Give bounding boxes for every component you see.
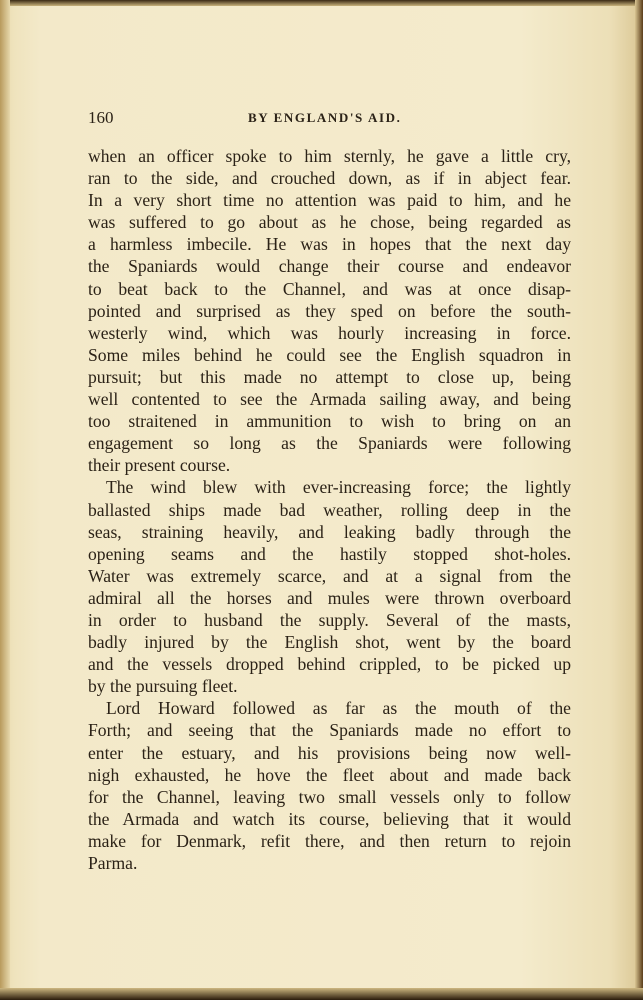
text-line: their present course. bbox=[88, 455, 231, 476]
text-line: nigh exhausted, he hove the fleet about and made back bbox=[88, 764, 571, 785]
text-line: Water was extremely scarce, and at a signal from the bbox=[88, 565, 571, 586]
text-line: make for Denmark, refit there, and then return to rejoin bbox=[88, 830, 571, 851]
text-line: was suffered to go about as he chose, being regarded as bbox=[88, 212, 571, 233]
running-head: BY ENGLAND'S AID. bbox=[248, 110, 402, 125]
text-line: The wind blew with ever-increasing force; the lightly bbox=[106, 477, 571, 498]
text-line: Lord Howard followed as far as the mouth of the bbox=[106, 698, 571, 719]
text-line: pointed and surprised as they sped on before the south- bbox=[88, 300, 571, 321]
text-line: the Armada and watch its course, believing that it would bbox=[88, 808, 571, 829]
text-line: opening seams and the hastily stopped shot-holes. bbox=[88, 543, 571, 564]
page-bottom-edge bbox=[0, 988, 643, 1000]
page-top-edge bbox=[0, 0, 643, 6]
text-line: too straitened in ammunition to wish to bring on an bbox=[88, 411, 571, 432]
text-line: Forth; and seeing that the Spaniards made no effort to bbox=[88, 720, 571, 741]
text-line: ran to the side, and crouched down, as if in abject fear. bbox=[88, 168, 571, 189]
text-line: enter the estuary, and his provisions being now well- bbox=[88, 742, 571, 763]
text-line: Parma. bbox=[88, 853, 138, 873]
text-line: Some miles behind he could see the English squadron in bbox=[88, 344, 571, 365]
text-line: for the Channel, leaving two small vessels only to follow bbox=[88, 786, 571, 807]
text-line: by the pursuing fleet. bbox=[88, 676, 238, 697]
text-line: badly injured by the English shot, went by the board bbox=[88, 632, 571, 653]
text-line: and the vessels dropped behind crippled, to be picked up bbox=[88, 654, 571, 675]
text-line: in order to husband the supply. Several of the masts, bbox=[88, 609, 571, 630]
text-line: to beat back to the Channel, and was at once disap- bbox=[88, 278, 571, 299]
text-line: seas, straining heavily, and leaking badly through the bbox=[88, 521, 571, 542]
body-text bbox=[88, 145, 571, 874]
text-line: ballasted ships made bad weather, rolling deep in the bbox=[88, 499, 571, 520]
text-line: when an officer spoke to him sternly, he gave a little cry, bbox=[88, 146, 571, 166]
text-line: pursuit; but this made no attempt to close up, being bbox=[88, 366, 571, 387]
text-line: a harmless imbecile. He was in hopes that the next day bbox=[88, 234, 571, 255]
text-line: In a very short time no attention was paid to him, and he bbox=[88, 190, 571, 211]
page-header bbox=[88, 108, 571, 130]
text-line: westerly wind, which was hourly increasing in force. bbox=[88, 322, 571, 343]
text-line: well contented to see the Armada sailing away, and being bbox=[88, 389, 571, 410]
text-line: the Spaniards would change their course and endeavor bbox=[88, 256, 571, 277]
page-gutter bbox=[0, 0, 10, 1000]
text-line: engagement so long as the Spaniards were following bbox=[88, 433, 571, 454]
page-number: 160 bbox=[88, 108, 114, 127]
page-right-edge bbox=[635, 0, 643, 1000]
text-line: admiral all the horses and mules were thrown overboard bbox=[88, 587, 571, 608]
